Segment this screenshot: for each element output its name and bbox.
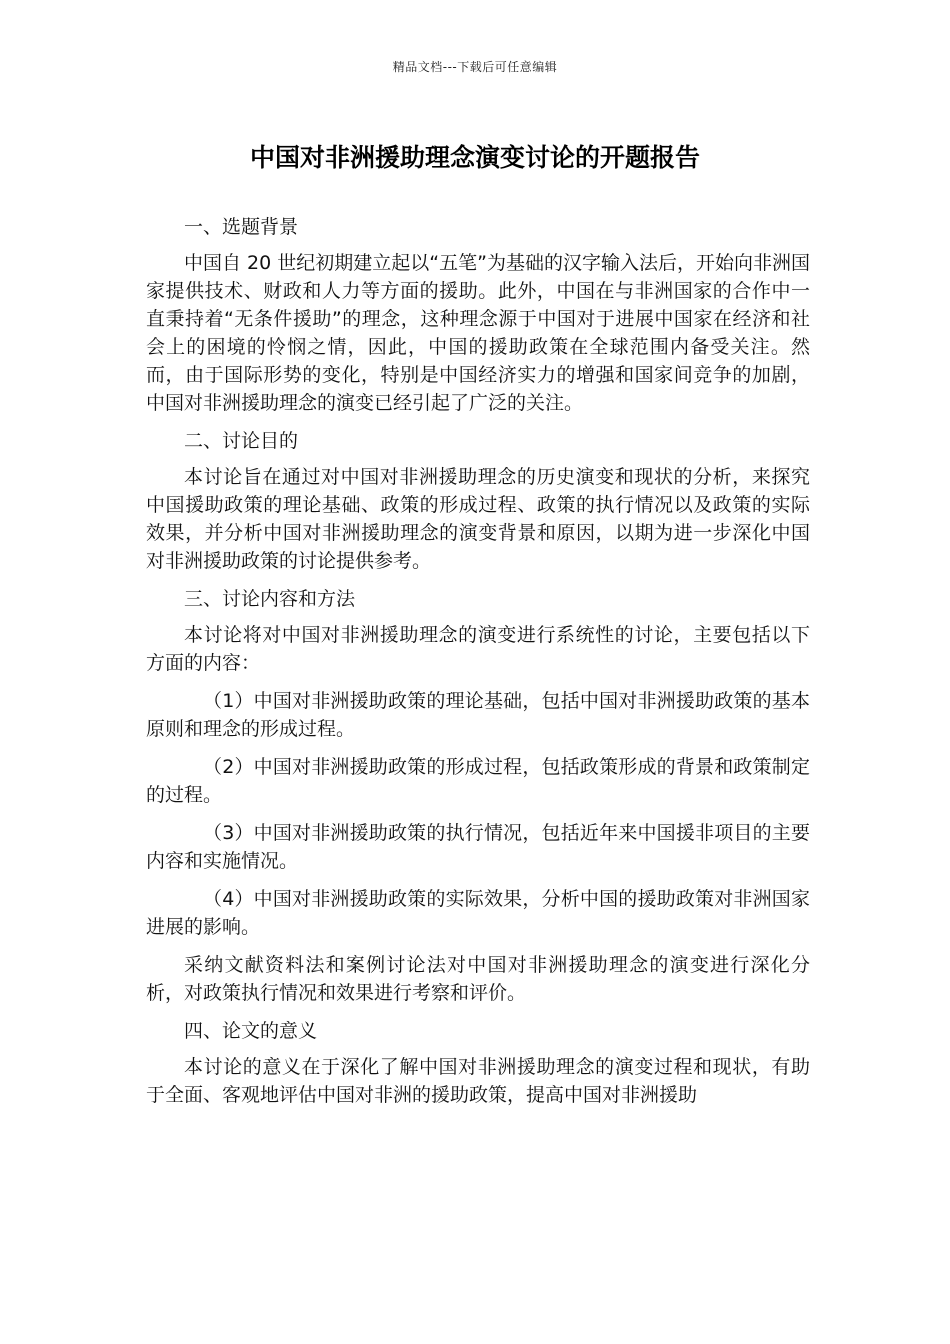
paragraph-methods: 采纳文献资料法和案例讨论法对中国对非洲援助理念的演变进行深化分析，对政策执行情况和效果进行考察和评价。 bbox=[146, 954, 810, 1004]
list-item-1: （1）中国对非洲援助政策的理论基础，包括中国对非洲援助政策的基本原则和理念的形成过程。 bbox=[146, 690, 810, 740]
section-heading-purpose: 二、讨论目的 bbox=[184, 430, 299, 452]
document-title: 中国对非洲援助理念演变讨论的开题报告 bbox=[249, 143, 700, 172]
paragraph-content-intro: 本讨论将对中国对非洲援助理念的演变进行系统性的讨论，主要包括以下方面的内容： bbox=[146, 624, 810, 674]
document-body bbox=[146, 213, 810, 1119]
section-heading-content-methods: 三、讨论内容和方法 bbox=[184, 588, 356, 610]
list-item-2: （2）中国对非洲援助政策的形成过程，包括政策形成的背景和政策制定的过程。 bbox=[146, 756, 810, 806]
paragraph-significance: 本讨论的意义在于深化了解中国对非洲援助理念的演变过程和现状，有助于全面、客观地评估中国对非洲的援助政策，提高中国对非洲援助 bbox=[146, 1056, 810, 1106]
paragraph-purpose: 本讨论旨在通过对中国对非洲援助理念的历史演变和现状的分析，来探究中国援助政策的理论基础、政策的形成过程、政策的执行情况以及政策的实际效果，并分析中国对非洲援助理念的演变背景和原因，以期为进一步深化中国对非洲援助政策的讨论提供参考。 bbox=[146, 466, 810, 572]
section-heading-significance: 四、论文的意义 bbox=[184, 1020, 318, 1042]
paragraph-background: 中国自 20 世纪初期建立起以“五笔”为基础的汉字输入法后，开始向非洲国家提供技术、财政和人力等方面的援助。此外，中国在与非洲国家的合作中一直秉持着“无条件援助”的理念，这种理念源于中国对于进展中国家在经济和社会上的困境的怜悯之情，因此，中国的援助政策在全球范围内备受关注。然而，由于国际形势的变化，特别是中国经济实力的增强和国家间竞争的加剧，中国对非洲援助理念的演变已经引起了广泛的关注。 bbox=[146, 252, 810, 414]
page-header: 精品文档---下载后可任意编辑 bbox=[392, 60, 558, 74]
list-item-3: （3）中国对非洲援助政策的执行情况，包括近年来中国援非项目的主要内容和实施情况。 bbox=[146, 822, 810, 872]
list-item-4: （4）中国对非洲援助政策的实际效果，分析中国的援助政策对非洲国家进展的影响。 bbox=[146, 888, 810, 938]
section-heading-background: 一、选题背景 bbox=[184, 216, 299, 238]
